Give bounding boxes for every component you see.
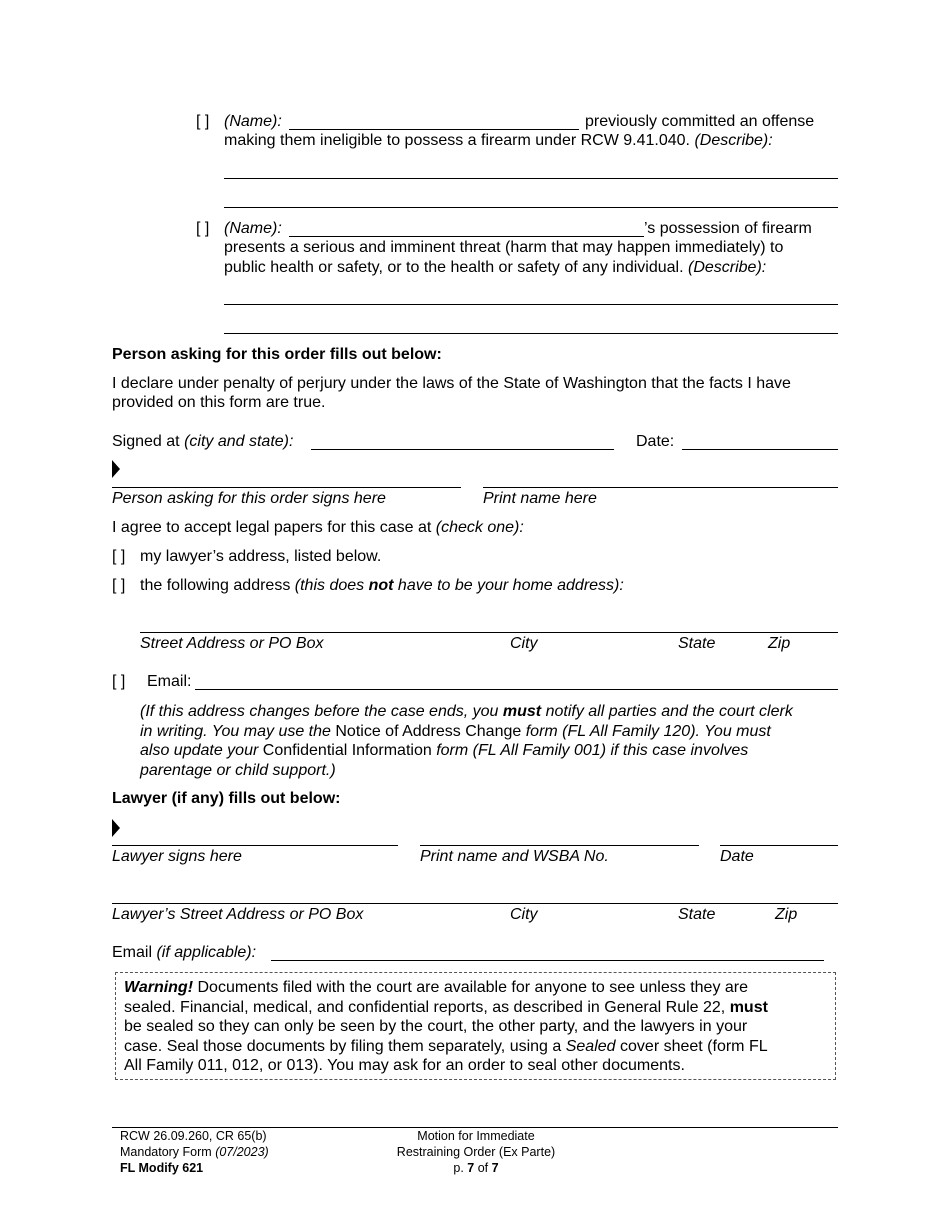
email-input[interactable]	[195, 689, 838, 690]
warning-sealed: Sealed	[565, 1037, 616, 1055]
addr-street-caption: Street Address or PO Box	[140, 635, 324, 652]
lawyer-email-hint: (if applicable):	[156, 944, 257, 961]
addr-city-caption: City	[510, 635, 538, 652]
declaration-line2: provided on this form are true.	[112, 394, 326, 411]
warning-must: must	[729, 998, 768, 1016]
ineligible-text: previously committed an offense	[585, 113, 815, 130]
notice-line1	[140, 702, 840, 722]
checkbox-ineligible[interactable]: [ ]	[196, 113, 210, 130]
notice-l2a: in writing. You may use the	[140, 722, 331, 740]
lawyer-heading: Lawyer (if any) fills out below:	[112, 790, 341, 807]
warning-l1: Documents filed with the court are available for anyone to see unless they are	[197, 979, 749, 996]
checkbox-email[interactable]: [ ]	[112, 673, 126, 690]
declaration-line1: I declare under penalty of perjury under the laws of the State of Washington that the facts I have	[112, 375, 791, 392]
describe-line-2[interactable]	[224, 207, 838, 208]
lawyer-signs-caption: Lawyer signs here	[112, 848, 242, 865]
footer-left	[120, 1128, 269, 1176]
accept-papers-text: I agree to accept legal papers for this case at	[112, 519, 432, 536]
warning-title: Warning!	[124, 979, 194, 996]
name-label: (Name):	[224, 113, 282, 130]
ineligible-text-line2-main: making them ineligible to possess a firearm under RCW 9.41.040.	[224, 132, 690, 149]
footer-title-l2: Restraining Order (Ex Parte)	[396, 1145, 556, 1159]
name-label: (Name):	[224, 220, 282, 237]
describe-line-1[interactable]	[224, 178, 838, 179]
notice-form-confidential: Confidential Information	[262, 742, 432, 760]
threat-text: ’s possession of firearm	[644, 220, 812, 237]
notice-l1a: (If this address changes before the case ends, you	[140, 703, 499, 720]
lawyer-date-line[interactable]	[720, 845, 838, 846]
notice-form-address-change: Notice of Address Change	[335, 722, 522, 740]
petitioner-heading: Person asking for this order fills out below:	[112, 346, 442, 363]
petitioner-print-name-line[interactable]	[483, 487, 838, 488]
footer-rcw: RCW 26.09.260, CR 65(b)	[120, 1129, 267, 1143]
signed-at-label	[112, 433, 293, 451]
print-name-caption: Print name here	[483, 490, 597, 507]
notice-l1b: notify all parties and the court clerk	[545, 703, 793, 720]
notice-line2	[140, 722, 840, 742]
option-address-hint	[295, 577, 624, 594]
describe-label: (Describe):	[694, 132, 773, 149]
warning-l4a: case. Seal those documents by filing them separately, using a	[124, 1037, 562, 1055]
date-label: Date:	[636, 433, 675, 450]
notice-must: must	[502, 703, 542, 720]
option-address-prefix: the following address	[140, 577, 291, 594]
name-input-ineligible[interactable]	[289, 129, 579, 130]
lawyer-address-line[interactable]	[112, 903, 838, 904]
hint-b: have to be your home address):	[397, 577, 624, 594]
footer-page-num: 7	[467, 1161, 475, 1175]
accept-papers-label	[112, 519, 524, 537]
warning-line2	[124, 998, 827, 1018]
accept-papers-hint: (check one):	[435, 519, 524, 536]
threat-describe-line-2[interactable]	[224, 333, 838, 334]
option-following-address	[140, 577, 624, 595]
lawyer-email-label	[112, 944, 256, 962]
lawyer-addr-city-caption: City	[510, 906, 538, 923]
addr-state-caption: State	[678, 635, 716, 652]
lawyer-addr-zip-caption: Zip	[775, 906, 798, 923]
checkbox-threat[interactable]: [ ]	[196, 220, 210, 237]
footer-form-id: FL Modify 621	[120, 1161, 204, 1175]
lawyer-print-caption: Print name and WSBA No.	[420, 848, 609, 865]
footer-page-total: 7	[491, 1161, 499, 1175]
lawyer-date-caption: Date	[720, 848, 754, 865]
footer-page-prefix: p.	[453, 1161, 464, 1175]
notice-line3	[140, 741, 840, 761]
warning-l4b: cover sheet (form FL	[620, 1037, 768, 1055]
hint-not: not	[368, 577, 394, 594]
warning-line1	[124, 978, 827, 998]
threat-describe-line-1[interactable]	[224, 304, 838, 305]
checkbox-lawyer-address[interactable]: [ ]	[112, 548, 126, 565]
warning-line4	[124, 1037, 827, 1057]
warning-line5: All Family 011, 012, or 013). You may ask for an order to seal other documents.	[124, 1057, 685, 1075]
notice-l3b: form (FL All Family 001) if this case involves	[436, 742, 749, 760]
threat-text-line3-main: public health or safety, or to the health or safety of any individual.	[224, 259, 684, 276]
lawyer-addr-state-caption: State	[678, 906, 716, 923]
footer-mandatory-text: Mandatory Form	[120, 1145, 212, 1159]
footer-center	[356, 1128, 596, 1176]
notice-l2b: form (FL All Family 120). You must	[525, 722, 771, 740]
petitioner-signature-line[interactable]	[112, 487, 461, 488]
petitioner-address-line[interactable]	[140, 632, 838, 633]
addr-zip-caption: Zip	[768, 635, 791, 652]
warning-box	[115, 972, 836, 1080]
notice-l3a: also update your	[140, 742, 259, 760]
signed-at-text: Signed at	[112, 433, 180, 450]
warning-line3: be sealed so they can only be seen by the court, the other party, and the lawyers in your	[124, 1018, 748, 1036]
date-input[interactable]	[682, 449, 838, 450]
describe-label: (Describe):	[687, 259, 767, 276]
lawyer-email-text: Email	[112, 944, 153, 961]
lawyer-email-input[interactable]	[271, 960, 824, 961]
name-input-threat[interactable]	[289, 236, 644, 237]
hint-a: (this does	[294, 577, 365, 594]
footer-mandatory-date: (07/2023)	[215, 1145, 269, 1159]
ineligible-text-line2	[224, 132, 773, 150]
lawyer-signature-line[interactable]	[112, 845, 398, 846]
lawyer-print-name-line[interactable]	[420, 845, 699, 846]
signature-arrow-icon	[112, 460, 120, 478]
threat-text-line3	[224, 259, 766, 277]
lawyer-signature-arrow-icon	[112, 819, 120, 837]
lawyer-addr-street-caption: Lawyer’s Street Address or PO Box	[112, 906, 364, 923]
option-lawyer-address: my lawyer’s address, listed below.	[140, 548, 382, 565]
checkbox-following-address[interactable]: [ ]	[112, 577, 126, 594]
email-label: Email:	[147, 673, 192, 690]
footer-mandatory	[120, 1144, 269, 1160]
footer-page	[356, 1160, 596, 1176]
signature-caption: Person asking for this order signs here	[112, 490, 386, 507]
threat-text-line2: presents a serious and imminent threat (harm that may happen immediately) to	[224, 239, 784, 256]
footer-page-of: of	[477, 1161, 489, 1175]
warning-l2a: sealed. Financial, medical, and confidential reports, as described in General Rule 22,	[124, 998, 726, 1016]
signed-at-input[interactable]	[311, 449, 614, 450]
signed-at-hint: (city and state):	[184, 433, 294, 450]
footer-title-l1: Motion for Immediate	[417, 1129, 535, 1143]
address-change-notice	[140, 702, 840, 780]
notice-line4: parentage or child support.)	[140, 761, 336, 779]
